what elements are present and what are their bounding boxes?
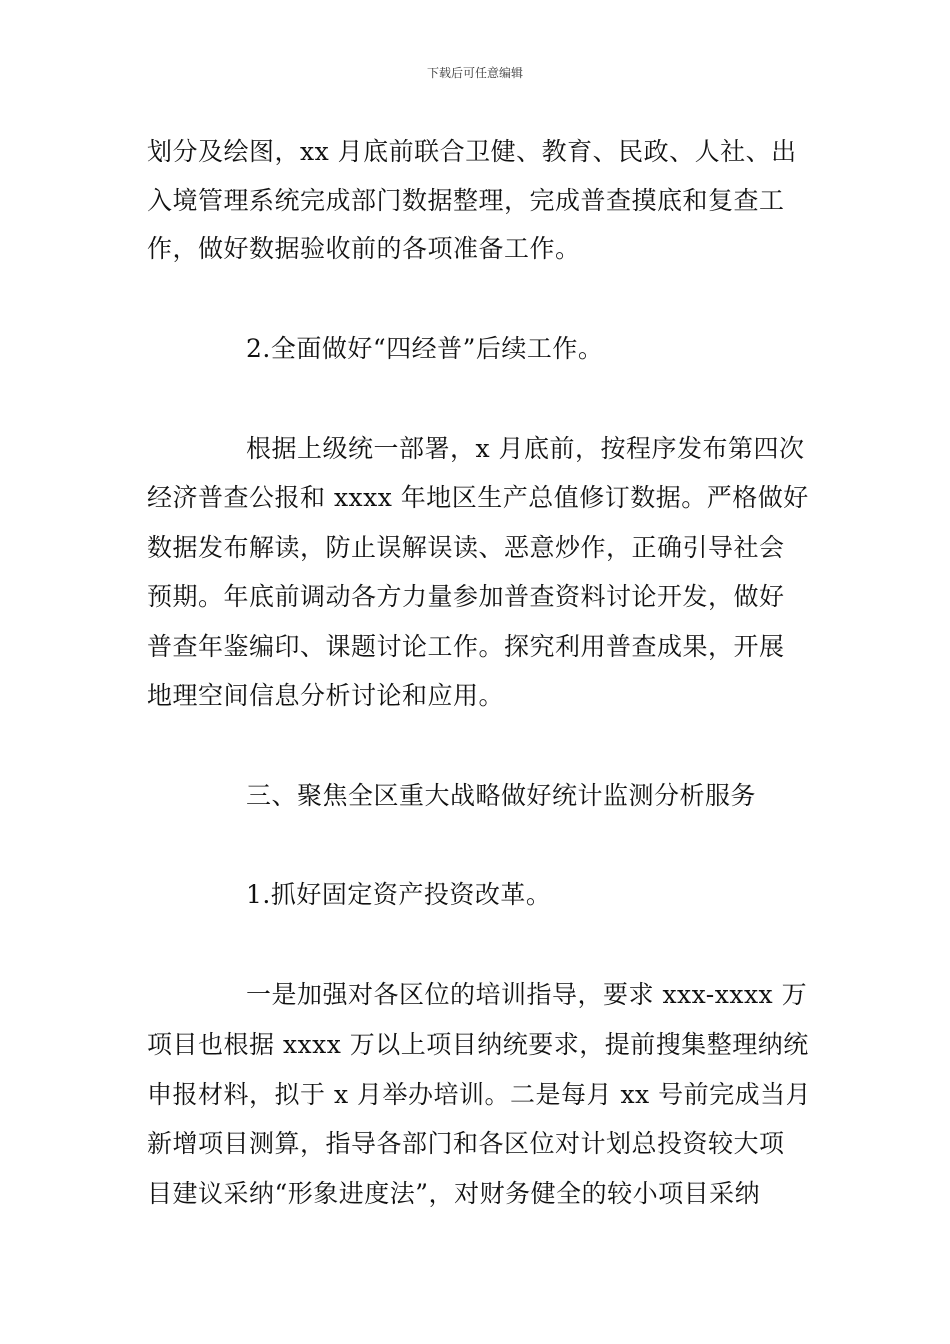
paragraph-line: 普查年鉴编印、课题讨论工作。探究利用普查成果，开展 [147,632,785,661]
paragraph-line: 预期。年底前调动各方力量参加普查资料讨论开发，做好 [147,582,785,611]
paragraph-line: 经济普查公报和 xxxx 年地区生产总值修订数据。严格做好 [147,483,809,512]
section-heading: 1.抓好固定资产投资改革。 [246,880,552,909]
paragraph-line: 申报材料，拟于 x 月举办培训。二是每月 xx 号前完成当月 [147,1080,812,1109]
paragraph-line: 地理空间信息分析讨论和应用。 [147,681,505,710]
section-heading: 三、聚焦全区重大战略做好统计监测分析服务 [246,781,757,810]
paragraph-line: 项目也根据 xxxx 万以上项目纳统要求，提前搜集整理纳统 [147,1030,809,1059]
paragraph-line: 作，做好数据验收前的各项准备工作。 [147,234,581,263]
page-header-note: 下载后可任意编辑 [426,66,523,80]
paragraph-line: 一是加强对各区位的培训指导，要求 xxx-xxxx 万 [246,980,808,1009]
paragraph-line: 根据上级统一部署，x 月底前，按程序发布第四次 [246,434,805,463]
paragraph-line: 新增项目测算，指导各部门和各区位对计划总投资较大项 [147,1129,785,1158]
section-heading: 2.全面做好“四经普”后续工作。 [246,334,604,363]
paragraph-line: 划分及绘图，xx 月底前联合卫健、教育、民政、人社、出 [147,137,797,166]
paragraph-line: 数据发布解读，防止误解误读、恶意炒作，正确引导社会 [147,533,785,562]
paragraph-line: 目建议采纳“形象进度法”，对财务健全的较小项目采纳 [147,1179,761,1208]
paragraph-line: 入境管理系统完成部门数据整理，完成普查摸底和复查工 [147,186,785,215]
